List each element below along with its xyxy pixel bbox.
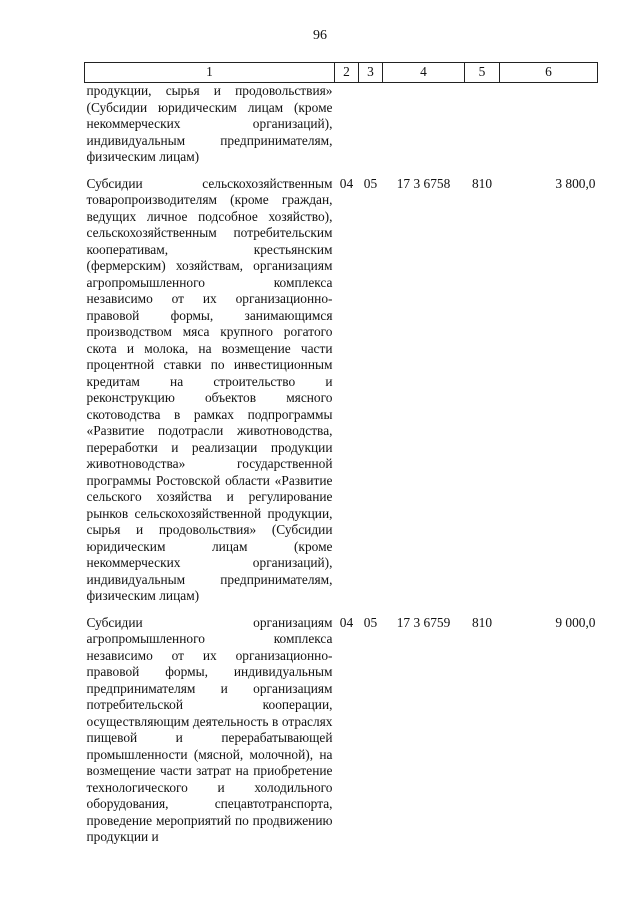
row-description: Субсидии сельскохозяйственным товаропроизводителям (кроме граждан, ведущих личное подсобное хозяйство), сельскохозяйственным потребительским кооперативам, крестьянским (фермерским) хозяйствам, организациям агропромышленного комплекса независимо от их организационно-правовой формы, занимающимся производством мяса крупного рогатого скота и молока, на возмещение части процентной ставки по инвестиционным кредитам на строительство и реконструкцию объектов мясного скотоводства в рамках подпрограммы «Развитие подотрасли животноводства, переработки и реализации продукции животноводства» государственной программы Ростовской области «Развитие сельского хозяйства и регулирование рынков сельскохозяйственной продукции, сырья и продовольствия» (Субсидии юридическим лицам (кроме некоммерческих организаций), индивидуальным предпринимателям, физическим лицам) — [86, 175, 333, 603]
page-number: 96 — [313, 28, 327, 43]
column-header: 5 — [465, 63, 500, 83]
row-target-article: 17 3 6758 — [396, 175, 451, 191]
row-amount: 9 000,0 — [555, 614, 596, 630]
row-section — [335, 83, 359, 166]
row-description: Субсидии организациям агропромышленного комплекса независимо от их организационно-правовой формы, индивидуальным предпринимателям и организациям потребительской кооперации, осуществляющим деятельность в отраслях пищевой и перерабатывающей промышленности (мясной, молочной), на возмещение части затрат на приобретение технологического и холодильного оборудования, спецавтотранспорта, проведение мероприятий по продвижению продукции и — [86, 614, 333, 844]
row-expense-type — [465, 83, 500, 166]
row-amount — [500, 83, 598, 166]
row-expense-type: 810 — [471, 614, 493, 630]
column-header: 3 — [359, 63, 383, 83]
row-amount: 3 800,0 — [555, 175, 596, 191]
row-subsection — [359, 83, 383, 166]
table-header-row — [85, 63, 598, 83]
row-target-article — [383, 83, 465, 166]
column-header: 2 — [335, 63, 359, 83]
row-subsection: 05 — [363, 175, 378, 191]
budget-table — [84, 62, 598, 846]
row-description: продукции, сырья и продовольствия» (Субсидии юридическим лицам (кроме некоммерческих организаций), индивидуальным предпринимателям, физическим лицам) — [86, 83, 333, 164]
row-expense-type: 810 — [471, 175, 493, 191]
table-row — [85, 615, 598, 846]
column-header: 1 — [85, 63, 335, 83]
row-section: 04 — [339, 614, 354, 630]
row-subsection: 05 — [363, 614, 378, 630]
table-row — [85, 83, 598, 166]
row-section: 04 — [339, 175, 354, 191]
column-header: 4 — [383, 63, 465, 83]
table-row — [85, 176, 598, 605]
row-target-article: 17 3 6759 — [396, 614, 451, 630]
column-header: 6 — [500, 63, 598, 83]
